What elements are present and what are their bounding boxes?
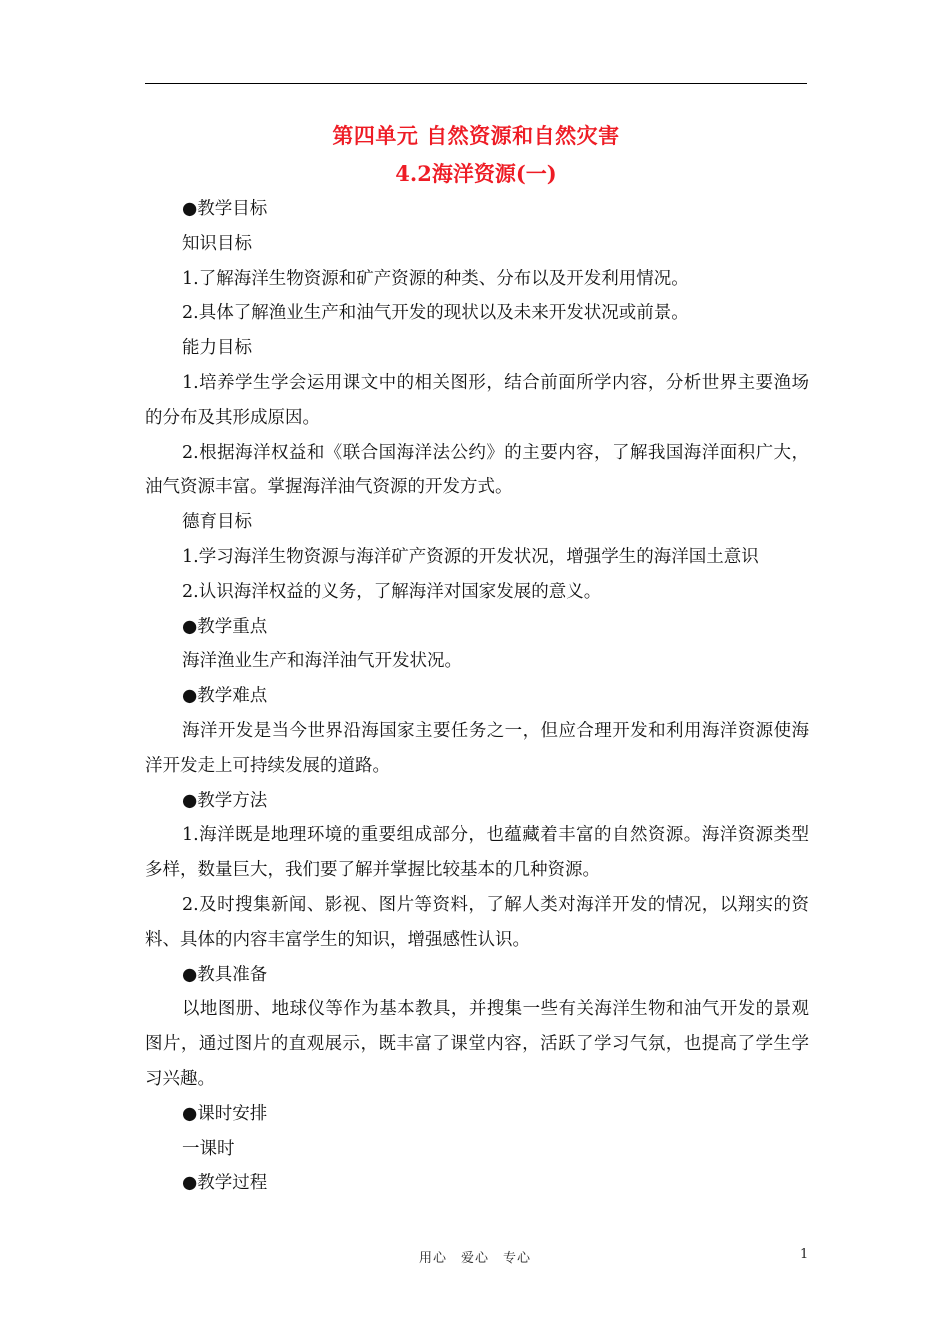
page-footer bbox=[0, 1247, 950, 1267]
paragraph: 1.海洋既是地理环境的重要组成部分，也蕴藏着丰富的自然资源。海洋资源类型多样，数量巨大，我们要了解并掌握比较基本的几种资源。 bbox=[145, 825, 809, 881]
unit-title: 第四单元 自然资源和自然灾害 bbox=[332, 123, 620, 148]
paragraph: ●课时安排 bbox=[182, 1103, 268, 1124]
paragraph: ●教具准备 bbox=[182, 964, 268, 985]
body-text bbox=[145, 192, 809, 1201]
paragraph: ●教学难点 bbox=[182, 686, 268, 707]
lesson-title: 4.2海洋资源(一) bbox=[395, 161, 557, 186]
paragraph: 以地图册、地球仪等作为基本教具，并搜集一些有关海洋生物和油气开发的景观图片，通过图片的直观展示，既丰富了课堂内容，活跃了学习气氛，也提高了学生学习兴趣。 bbox=[145, 999, 809, 1089]
page-number: 1 bbox=[800, 1247, 809, 1262]
paragraph: 1.了解海洋生物资源和矿产资源的种类、分布以及开发利用情况。 bbox=[182, 268, 689, 289]
paragraph: 海洋渔业生产和海洋油气开发状况。 bbox=[182, 651, 462, 672]
title-block bbox=[145, 118, 807, 192]
paragraph: 2.具体了解渔业生产和油气开发的现状以及未来开发状况或前景。 bbox=[182, 303, 689, 324]
paragraph: 知识目标 bbox=[182, 233, 252, 254]
paragraph: 海洋开发是当今世界沿海国家主要任务之一，但应合理开发和利用海洋资源使海洋开发走上可持续发展的道路。 bbox=[145, 720, 809, 776]
paragraph: ●教学方法 bbox=[182, 790, 268, 811]
paragraph: 1.培养学生学会运用课文中的相关图形，结合前面所学内容，分析世界主要渔场的分布及其形成原因。 bbox=[145, 372, 809, 428]
paragraph: ●教学重点 bbox=[182, 616, 268, 637]
paragraph: 德育目标 bbox=[182, 512, 252, 533]
header-rule bbox=[145, 83, 807, 84]
paragraph: 2.根据海洋权益和《联合国海洋法公约》的主要内容，了解我国海洋面积广大，油气资源丰富。掌握海洋油气资源的开发方式。 bbox=[145, 442, 809, 498]
paragraph: 1.学习海洋生物资源与海洋矿产资源的开发状况，增强学生的海洋国土意识 bbox=[182, 546, 759, 567]
paragraph: ●教学目标 bbox=[182, 199, 268, 219]
paragraph: 能力目标 bbox=[182, 338, 252, 359]
paragraph: 2.及时搜集新闻、影视、图片等资料，了解人类对海洋开发的情况，以翔实的资料、具体的内容丰富学生的知识，增强感性认识。 bbox=[145, 894, 809, 950]
paragraph: 2.认识海洋权益的义务，了解海洋对国家发展的意义。 bbox=[182, 581, 602, 602]
paragraph: 一课时 bbox=[182, 1138, 235, 1159]
footer-slogan: 用心 爱心 专心 bbox=[418, 1251, 531, 1266]
paragraph: ●教学过程 bbox=[182, 1173, 268, 1194]
